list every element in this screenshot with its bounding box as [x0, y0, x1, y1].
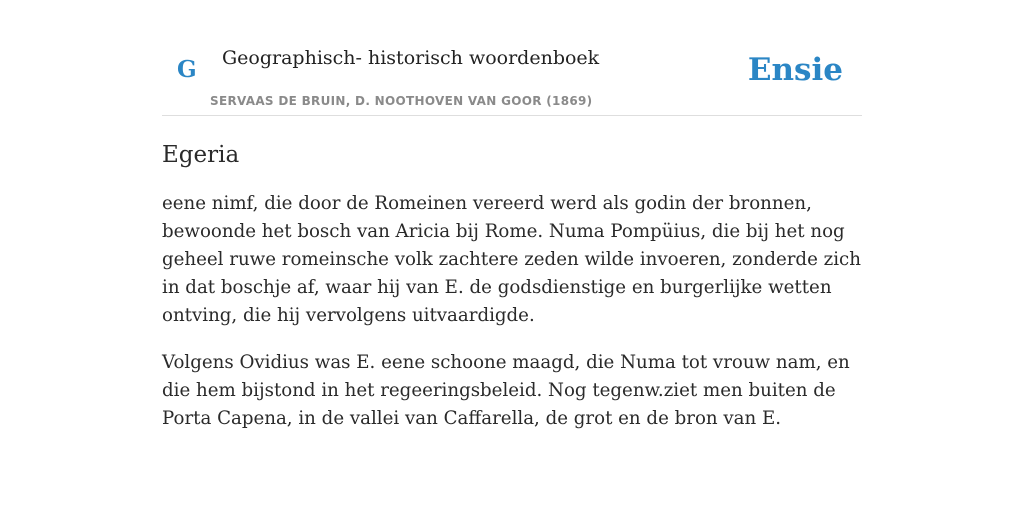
entry-paragraph: eene nimf, die door de Romeinen vereerd werd als godin der bronnen, bewoonde het bosch van Aricia bij Rome. Numa Pompüius, die bij het nog geheel ruwe romeinsche volk zachtere zeden wilde invoeren, zonderde zich in dat boschje af, waar hij van E. de godsdienstige en burgerlijke wetten ontving, die hij vervolgens uitvaardigde.	[162, 193, 861, 326]
entry-paragraph: Volgens Ovidius was E. eene schoone maagd, die Numa tot vrouw nam, en die hem bijstond in het regeeringsbeleid. Nog tegenw.ziet men buiten de Porta Capena, in de vallei van Caffarella, de grot en de bron van E.	[162, 352, 850, 429]
dictionary-authors: SERVAAS DE BRUIN, D. NOOTHOVEN VAN GOOR (1869)	[210, 94, 593, 108]
entry-body	[162, 190, 862, 433]
dictionary-header	[162, 0, 862, 116]
entry-title: Egeria	[162, 142, 240, 168]
page-container	[162, 0, 862, 452]
dictionary-title[interactable]: Geographisch- historisch woordenboek	[222, 47, 600, 69]
dictionary-logo-letter[interactable]: G	[177, 56, 197, 83]
ensie-logo-link[interactable]: Ensie	[747, 52, 843, 88]
